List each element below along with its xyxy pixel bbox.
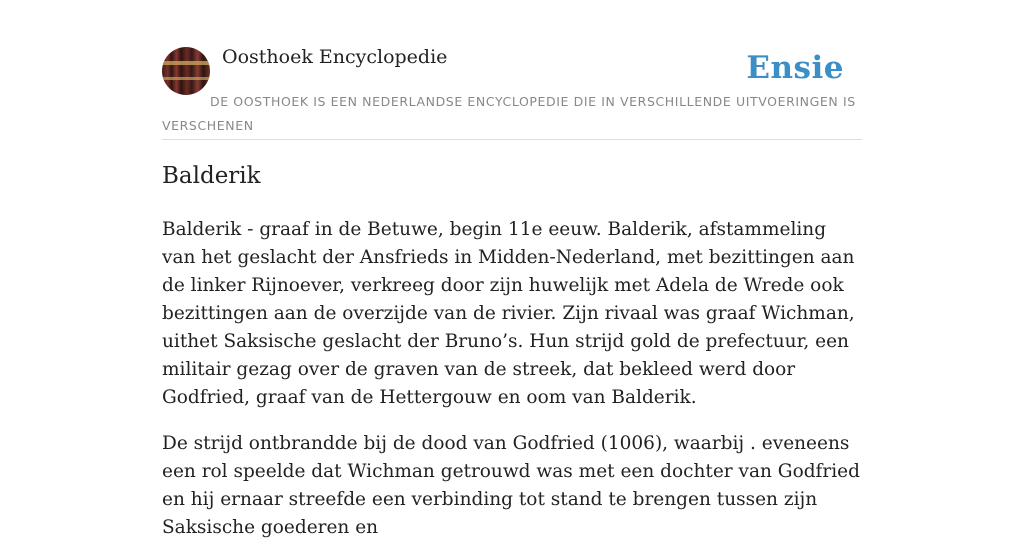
article-title: Balderik (162, 163, 261, 189)
site-tagline: DE OOSTHOEK IS EEN NEDERLANDSE ENCYCLOPEDIE DIE IN VERSCHILLENDE UITVOERINGEN IS VERSCHENEN (162, 94, 856, 133)
site-header (162, 0, 862, 140)
site-title[interactable]: Oosthoek Encyclopedie (222, 46, 448, 68)
article-body (162, 216, 862, 560)
avatar-band (162, 77, 210, 80)
ensie-logo[interactable]: Ensie (746, 50, 844, 86)
avatar-band (162, 61, 210, 65)
page-container (162, 0, 862, 538)
article-paragraph: Balderik - graaf in de Betuwe, begin 11e eeuw. Balderik, afstammeling van het geslacht der Ansfrieds in Midden-Nederland, met bezittingen aan de linker Rijnoever, verkreeg door zijn huwelijk met Adela de Wrede ook bezittingen aan de overzijde van de rivier. Zijn rivaal was graaf Wichman, uithet Saksische geslacht der Bruno’s. Hun strijd gold de prefectuur, een militair gezag over de graven van de streek, dat bekleed werd door Godfried, graaf van de Hettergouw en oom van Balderik. (162, 219, 855, 408)
article-paragraph: De strijd ontbrandde bij de dood van Godfried (1006), waarbij . eveneens een rol speelde dat Wichman getrouwd was met een dochter van Godfried en hij ernaar streefde een verbinding tot stand te brengen tussen zijn Saksische goederen en (162, 433, 860, 538)
encyclopedia-avatar[interactable] (162, 47, 210, 95)
